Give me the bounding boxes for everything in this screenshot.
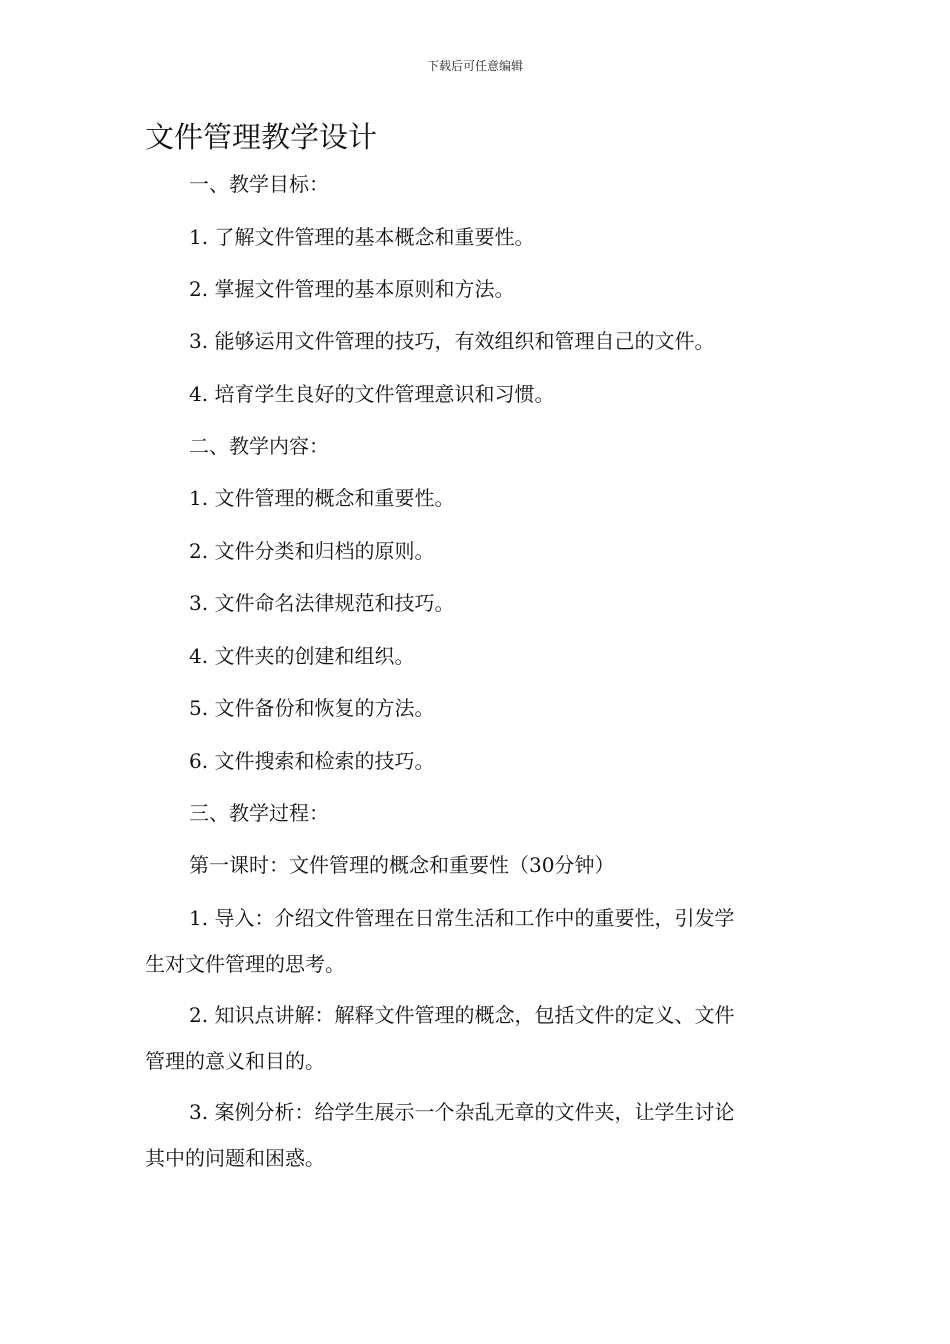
- goal-item: 2. 掌握文件管理的基本原则和方法。: [189, 277, 515, 301]
- content-item: 1. 文件管理的概念和重要性。: [189, 486, 455, 510]
- process-step: [145, 1089, 805, 1181]
- section-heading-process: 三、教学过程：: [189, 801, 329, 825]
- lesson-title: 第一课时：文件管理的概念和重要性（30分钟）: [189, 853, 615, 877]
- content-item: 2. 文件分类和归档的原则。: [189, 539, 435, 563]
- content-item: 5. 文件备份和恢复的方法。: [189, 696, 435, 720]
- process-step-line: 3. 案例分析：给学生展示一个杂乱无章的文件夹，让学生讨论: [189, 1100, 735, 1124]
- process-step: [145, 992, 805, 1084]
- section-heading-goals: 一、教学目标：: [189, 172, 329, 196]
- process-step-line: 1. 导入：介绍文件管理在日常生活和工作中的重要性，引发学: [189, 906, 735, 930]
- section-heading-content: 二、教学内容：: [189, 434, 329, 458]
- process-step-line: 2. 知识点讲解：解释文件管理的概念，包括文件的定义、文件: [189, 1003, 735, 1027]
- process-step-line: 生对文件管理的思考。: [145, 952, 345, 976]
- content-item: 4. 文件夹的创建和组织。: [189, 644, 415, 668]
- process-step-line: 其中的问题和困惑。: [145, 1146, 325, 1170]
- content-item: 3. 文件命名法律规范和技巧。: [189, 591, 455, 615]
- goal-item: 4. 培育学生良好的文件管理意识和习惯。: [189, 382, 555, 406]
- document-title: 文件管理教学设计: [145, 120, 378, 154]
- process-step-line: 管理的意义和目的。: [145, 1049, 325, 1073]
- goal-item: 1. 了解文件管理的基本概念和重要性。: [189, 225, 535, 249]
- content-item: 6. 文件搜索和检索的技巧。: [189, 749, 435, 773]
- header-note: 下载后可任意编辑: [426, 59, 523, 73]
- goal-item: 3. 能够运用文件管理的技巧，有效组织和管理自己的文件。: [189, 329, 715, 353]
- process-step: [145, 895, 805, 987]
